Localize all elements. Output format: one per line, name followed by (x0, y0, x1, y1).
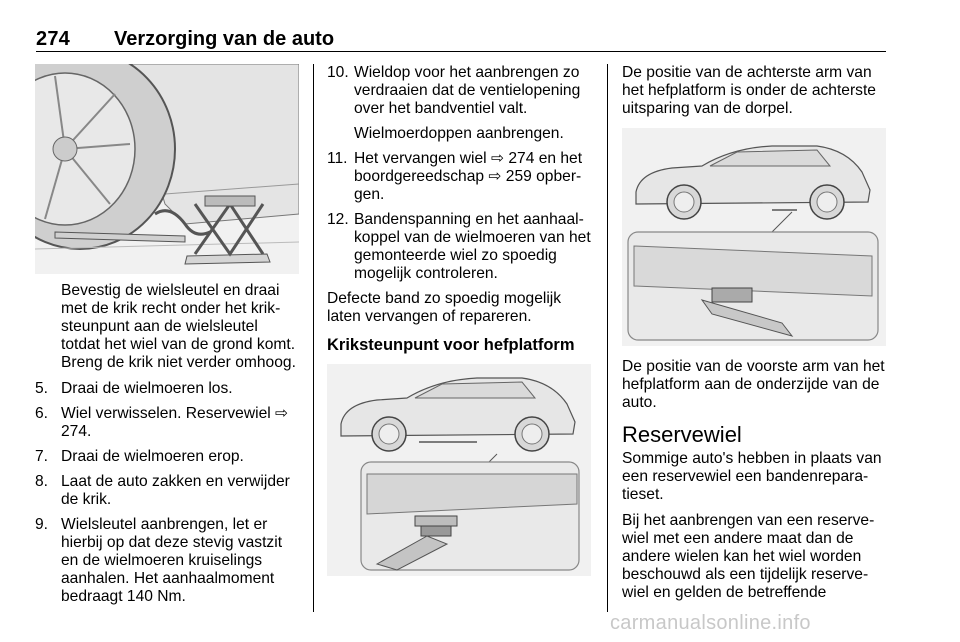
front-lift-point-illustration (327, 364, 591, 576)
page-number: 274 (36, 28, 70, 50)
list-item: 10. Wieldop voor het aanbrengen zo verdraaien dat de ventielopening over het bandventiel valt. Wielmoerdoppen aanbrengen. (327, 64, 595, 143)
rear-lift-point-illustration (622, 128, 886, 346)
column-divider (313, 64, 314, 612)
spare-wheel-text-1: Sommige auto's hebben in plaats van een reservewiel een bandenrepara-tieset. (622, 450, 882, 503)
list-item: 6. Wiel verwisselen. Reservewiel ⇨ 274. (35, 405, 289, 440)
column-1 (35, 64, 299, 613)
list-item: 5. Draai de wielmoeren los. (35, 380, 233, 397)
list-item: 7. Draai de wielmoeren erop. (35, 448, 244, 465)
column-3 (622, 64, 888, 610)
list-item: 8. Laat de auto zakken en verwijder de krik. (35, 473, 290, 508)
chapter-title: Verzorging van de auto (114, 28, 335, 50)
list-item: 9. Wielsleutel aanbrengen, let er hierbij op dat deze stevig vastzit en de wielmoeren kruiselings aanhalen. Het aanhaalmoment bedraagt 140 Nm. (35, 516, 283, 605)
steps-list-2 (327, 64, 595, 283)
steps-list-1 (35, 380, 299, 606)
list-item: 11. Het vervangen wiel ⇨ 274 en het boordgereedschap ⇨ 259 opber-gen. (327, 150, 583, 203)
watermark: carmanualsonline.info (610, 612, 811, 634)
page-header (36, 26, 886, 52)
list-item: 12. Bandenspanning en het aanhaal-koppel van de wielmoeren van het gemonteerde wiel zo spoedig mogelijk controleren. (327, 211, 591, 282)
repair-note: Defecte band zo spoedig mogelijk laten vervangen of repareren. (327, 290, 562, 325)
column-2 (327, 64, 595, 576)
jack-wheel-illustration (35, 64, 299, 274)
section-heading-spare-wheel: Reservewiel (622, 422, 742, 447)
list-item-extra: Wielmoerdoppen aanbrengen. (354, 125, 564, 142)
column-divider (607, 64, 608, 612)
spare-wheel-text-2: Bij het aanbrengen van een reserve-wiel met een andere maat dan de andere wielen kan het wiel worden beschouwd als een tijdelijk reserve-wiel en gelden de betreffende (622, 512, 875, 601)
rear-arm-position-text: De positie van de achterste arm van het hefplatform is onder de achterste uitsparing van de dorpel. (622, 64, 876, 117)
jack-caption: Bevestig de wielsleutel en draai met de krik recht onder het krik-steunpunt aan de wielsleutel totdat het wiel van de grond komt. Breng de krik niet verder omhoog. (61, 282, 296, 371)
front-arm-position-text: De positie van de voorste arm van het hefplatform aan de onderzijde van de auto. (622, 358, 885, 411)
section-heading: Kriksteunpunt voor hefplatform (327, 336, 575, 354)
